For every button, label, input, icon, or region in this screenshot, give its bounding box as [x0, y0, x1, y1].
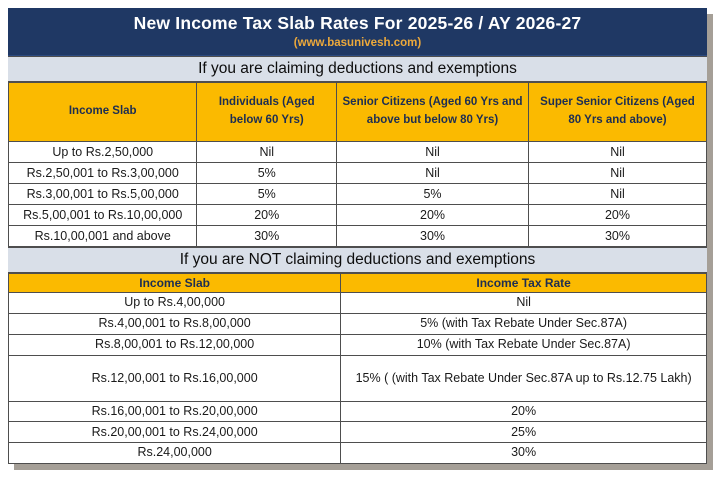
tax-rate-cell: 5% (with Tax Rebate Under Sec.87A) [341, 314, 707, 335]
income-slab-cell: Rs.12,00,001 to Rs.16,00,000 [9, 356, 341, 402]
tax-infographic [8, 8, 707, 464]
table-header-row [9, 83, 707, 142]
income-slab-cell: Rs.2,50,001 to Rs.3,00,000 [9, 163, 197, 184]
income-slab-cell: Rs.24,00,000 [9, 443, 341, 463]
income-slab-cell: Rs.5,00,001 to Rs.10,00,000 [9, 205, 197, 226]
col-header-income-slab: Income Slab [9, 83, 197, 142]
income-slab-cell: Up to Rs.4,00,000 [9, 293, 341, 314]
income-slab-cell: Rs.10,00,001 and above [9, 226, 197, 247]
table-row [9, 314, 707, 335]
table-row [9, 293, 707, 314]
col-header-income-slab: Income Slab [9, 274, 341, 293]
website-url: (www.basunivesh.com) [293, 36, 422, 49]
table-row [9, 356, 707, 402]
tax-rate-cell: Nil [341, 293, 707, 314]
tax-rate-cell: Nil [337, 142, 529, 163]
table-row [9, 205, 707, 226]
income-slab-cell: Rs.3,00,001 to Rs.5,00,000 [9, 184, 197, 205]
tax-rate-cell: 25% [341, 422, 707, 443]
table-row [9, 443, 707, 463]
income-slab-cell: Rs.4,00,001 to Rs.8,00,000 [9, 314, 341, 335]
income-slab-cell: Rs.8,00,001 to Rs.12,00,000 [9, 335, 341, 356]
table-row [9, 422, 707, 443]
income-slab-cell: Rs.20,00,001 to Rs.24,00,000 [9, 422, 341, 443]
tax-rate-cell: Nil [337, 163, 529, 184]
col-header-super-senior-citizens: Super Senior Citizens (Aged 80 Yrs and above) [528, 83, 706, 142]
tax-rate-cell: 30% [528, 226, 706, 247]
col-header-senior-citizens: Senior Citizens (Aged 60 Yrs and above but below 80 Yrs) [337, 83, 529, 142]
table-row [9, 402, 707, 422]
tax-rate-cell: 20% [337, 205, 529, 226]
col-header-individuals: Individuals (Aged below 60 Yrs) [197, 83, 337, 142]
tax-rate-cell: 30% [197, 226, 337, 247]
tax-rate-cell: 5% [197, 184, 337, 205]
table-row [9, 142, 707, 163]
table-header-row [9, 274, 707, 293]
tax-table-without-deductions [8, 273, 707, 464]
table-row [9, 184, 707, 205]
tax-rate-cell: 5% [197, 163, 337, 184]
tax-rate-cell: 20% [197, 205, 337, 226]
tax-rate-cell: 20% [528, 205, 706, 226]
tax-rate-cell: 10% (with Tax Rebate Under Sec.87A) [341, 335, 707, 356]
tax-rate-cell: Nil [528, 184, 706, 205]
tax-rate-cell: Nil [197, 142, 337, 163]
tax-rate-cell: Nil [528, 142, 706, 163]
table-row [9, 226, 707, 247]
tax-rate-cell: 30% [337, 226, 529, 247]
tax-rate-cell: 15% ( (with Tax Rebate Under Sec.87A up to Rs.12.75 Lakh) [341, 356, 707, 402]
income-slab-cell: Rs.16,00,001 to Rs.20,00,000 [9, 402, 341, 422]
tax-rate-cell: 30% [341, 443, 707, 463]
page-title: New Income Tax Slab Rates For 2025-26 / AY 2026-27 [133, 13, 582, 34]
section-heading-claiming-deductions: If you are claiming deductions and exemptions [8, 56, 707, 82]
table-row [9, 335, 707, 356]
income-slab-cell: Up to Rs.2,50,000 [9, 142, 197, 163]
tax-rate-cell: 20% [341, 402, 707, 422]
col-header-income-tax-rate: Income Tax Rate [341, 274, 707, 293]
tax-table-with-deductions [8, 82, 707, 247]
tax-rate-cell: 5% [337, 184, 529, 205]
tax-rate-cell: Nil [528, 163, 706, 184]
section-heading-not-claiming-deductions: If you are NOT claiming deductions and exemptions [8, 247, 707, 273]
table-row [9, 163, 707, 184]
title-bar [8, 8, 707, 56]
